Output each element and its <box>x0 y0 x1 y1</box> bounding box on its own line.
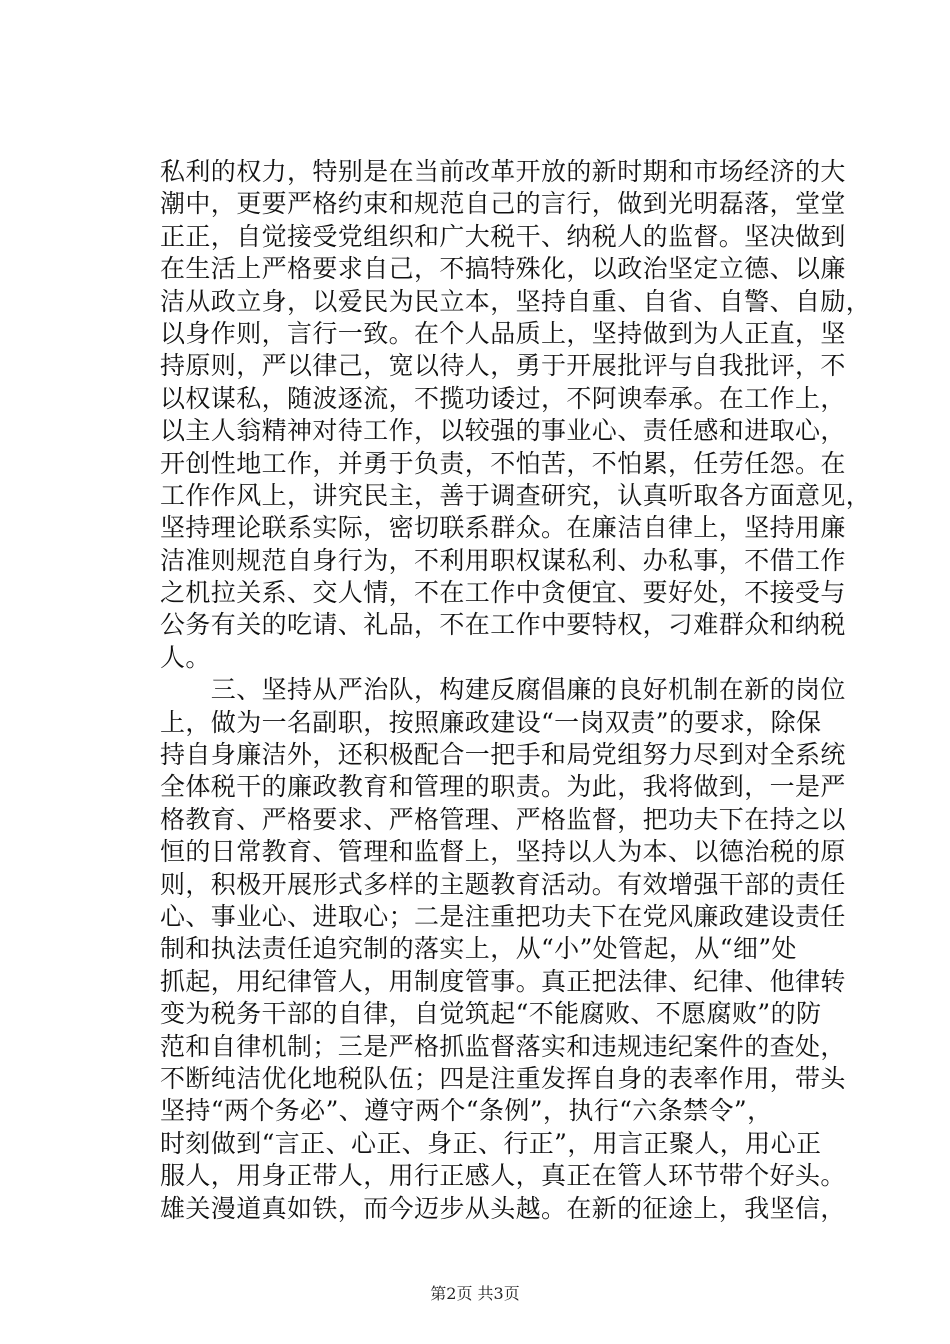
text-line: 上，做为一名副职，按照廉政建设“一岗双责”的要求，除保 <box>160 707 822 737</box>
text-line: 制和执法责任追究制的落实上，从“小”处管起，从“细”处 <box>160 934 797 964</box>
text-line: 服人，用身正带人，用行正感人，真正在管人环节带个好头。 <box>160 1161 846 1191</box>
text-line: 开创性地工作，并勇于负责，不怕苦，不怕累，任劳任怨。在 <box>160 448 846 478</box>
text-line: 洁从政立身，以爱民为民立本，坚持自重、自省、自警、自励， <box>160 286 872 316</box>
text-line: 不断纯洁优化地税队伍；四是注重发挥自身的表率作用，带头 <box>160 1063 846 1093</box>
text-line: 以权谋私，随波逐流，不揽功诿过，不阿谀奉承。在工作上， <box>160 383 846 413</box>
text-line: 工作作风上，讲究民主，善于调查研究，认真听取各方面意见， <box>160 480 872 510</box>
text-line: 变为税务干部的自律，自觉筑起“不能腐败、不愿腐败”的防 <box>160 999 822 1029</box>
text-line: 则，积极开展形式多样的主题教育活动。有效增强干部的责任 <box>160 869 846 899</box>
section-three-first-line: 三、坚持从严治队，构建反腐倡廉的良好机制在新的岗位 <box>160 675 846 705</box>
text-line: 人。 <box>160 642 211 672</box>
text-line: 雄关漫道真如铁，而今迈步从头越。在新的征途上，我坚信， <box>160 1193 846 1223</box>
text-line: 心、事业心、进取心；二是注重把功夫下在党风廉政建设责任 <box>160 901 846 931</box>
text-line: 洁准则规范自身行为，不利用职权谋私利、办私事，不借工作 <box>160 545 846 575</box>
text-line: 恒的日常教育、管理和监督上，坚持以人为本、以德治税的原 <box>160 837 846 867</box>
page-number-footer: 第2页 共3页 <box>430 1284 520 1303</box>
text-line: 持自身廉洁外，还积极配合一把手和局党组努力尽到对全系统 <box>160 740 846 770</box>
text-line: 以身作则，言行一致。在个人品质上，坚持做到为人正直，坚 <box>160 318 846 348</box>
text-line: 正正，自觉接受党组织和广大税干、纳税人的监督。坚决做到 <box>160 221 846 251</box>
text-line: 抓起，用纪律管人，用制度管事。真正把法律、纪律、他律转 <box>160 966 846 996</box>
text-line: 格教育、严格要求、严格管理、严格监督，把功夫下在持之以 <box>160 804 846 834</box>
text-line: 坚持理论联系实际，密切联系群众。在廉洁自律上，坚持用廉 <box>160 513 846 543</box>
text-line: 坚持“两个务必”、遵守两个“条例”，执行“六条禁令”， <box>160 1096 773 1126</box>
body-text <box>160 156 872 1225</box>
text-line: 以主人翁精神对待工作，以较强的事业心、责任感和进取心， <box>160 416 846 446</box>
text-line: 在生活上严格要求自己，不搞特殊化，以政治坚定立德、以廉 <box>160 254 846 284</box>
text-line: 范和自律机制；三是严格抓监督落实和违规违纪案件的查处， <box>160 1031 846 1061</box>
text-line: 之机拉关系、交人情，不在工作中贪便宜、要好处，不接受与 <box>160 578 846 608</box>
text-line: 潮中，更要严格约束和规范自己的言行，做到光明磊落，堂堂 <box>160 189 846 219</box>
text-line: 公务有关的吃请、礼品，不在工作中要特权，刁难群众和纳税 <box>160 610 846 640</box>
text-line: 全体税干的廉政教育和管理的职责。为此，我将做到，一是严 <box>160 772 846 802</box>
text-line: 时刻做到“言正、心正、身正、行正”，用言正聚人，用心正 <box>160 1128 822 1158</box>
text-line: 持原则，严以律己，宽以待人，勇于开展批评与自我批评，不 <box>160 351 846 381</box>
text-line: 私利的权力，特别是在当前改革开放的新时期和市场经济的大 <box>160 157 846 186</box>
